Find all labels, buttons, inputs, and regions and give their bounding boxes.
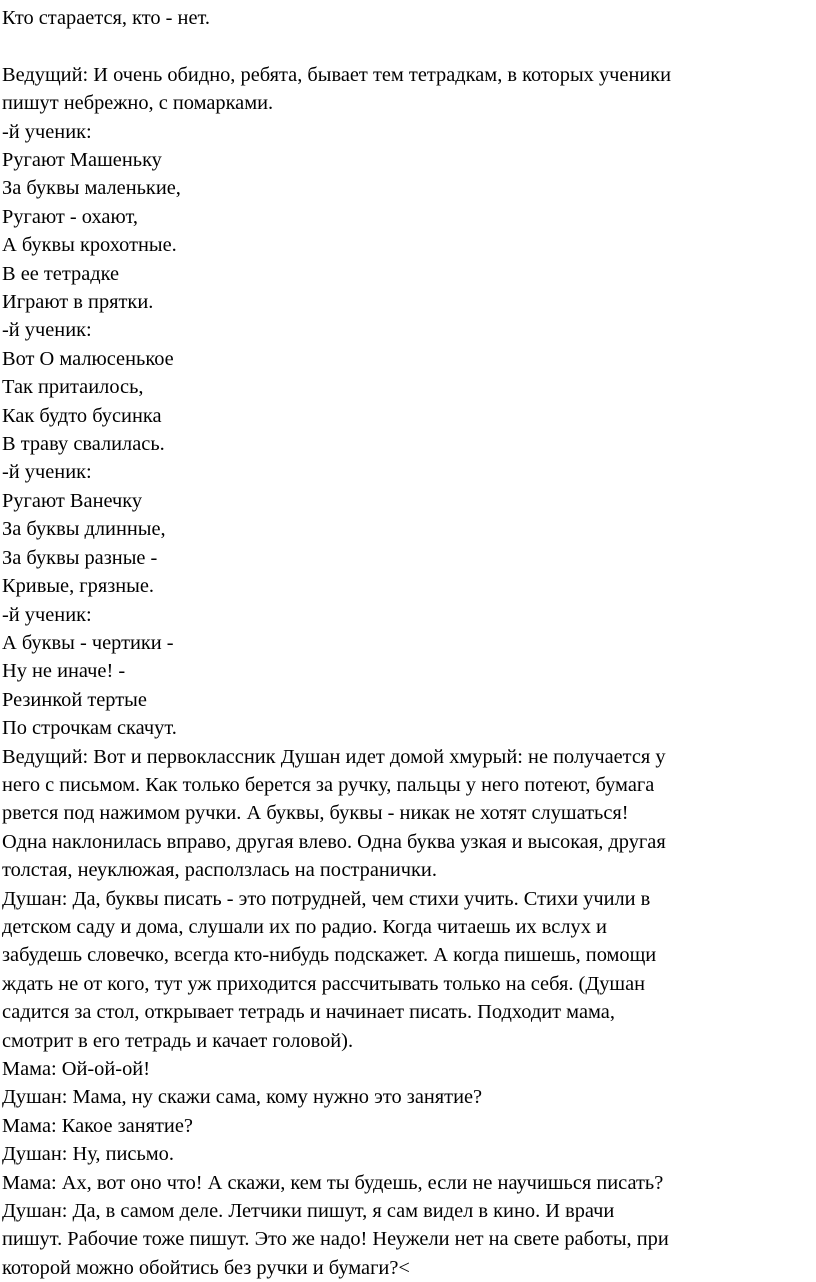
- text-line: Ну не иначе! -: [2, 660, 126, 683]
- text-line: За буквы маленькие,: [2, 177, 181, 200]
- text-line: Кто старается, кто - нет.: [2, 7, 210, 29]
- text-line: детском саду и дома, слушали их по радио. Когда читаешь их вслух и: [2, 915, 607, 938]
- text-line: пишут небрежно, с помарками.: [2, 92, 274, 115]
- text-line: Ругают Ванечку: [2, 489, 143, 512]
- text-line: -й ученик:: [2, 603, 92, 626]
- text-line: Душан: Да, в самом деле. Летчики пишут, я сам видел в кино. И врачи: [2, 1200, 615, 1223]
- blank-line: [2, 32, 812, 60]
- text-line: Одна наклонилась вправо, другая влево. Одна буква узкая и высокая, другая: [2, 830, 666, 853]
- text-line: которой можно обойтись без ручки и бумаги?<: [2, 1256, 410, 1279]
- text-line: -й ученик:: [2, 319, 92, 342]
- text-line: По строчкам скачут.: [2, 717, 177, 740]
- text-line: Вот О малюсенькое: [2, 347, 174, 370]
- text-line: забудешь словечко, всегда кто-нибудь подскажет. А когда пишешь, помощи: [2, 944, 657, 967]
- text-line: Играют в прятки.: [2, 291, 154, 314]
- text-line: Резинкой тертые: [2, 688, 147, 711]
- text-line: Кривые, грязные.: [2, 575, 155, 598]
- text-line: рвется под нажимом ручки. А буквы, буквы - никак не хотят слушаться!: [2, 802, 629, 825]
- text-line: -й ученик:: [2, 461, 92, 484]
- text-line: А буквы - чертики -: [2, 631, 174, 654]
- text-line: Душан: Мама, ну скажи сама, кому нужно это занятие?: [2, 1086, 483, 1109]
- text-line: ждать не от кого, тут уж приходится рассчитывать только на себя. (Душан: [2, 972, 646, 995]
- text-line: Душан: Да, буквы писать - это потрудней, чем стихи учить. Стихи учили в: [2, 887, 651, 910]
- text-line: А буквы крохотные.: [2, 234, 177, 257]
- text-line: За буквы разные -: [2, 546, 158, 569]
- text-line: В ее тетрадке: [2, 262, 120, 285]
- text-line: садится за стол, открывает тетрадь и начинает писать. Подходит мама,: [2, 1001, 615, 1024]
- text-line: смотрит в его тетрадь и качает головой).: [2, 1029, 354, 1052]
- text-line: В траву свалилась.: [2, 433, 165, 456]
- text-line: Душан: Ну, письмо.: [2, 1143, 174, 1166]
- text-line: Ведущий: И очень обидно, ребята, бывает тем тетрадкам, в которых ученики: [2, 63, 672, 86]
- text-line: Ругают Машеньку: [2, 149, 162, 172]
- text-line: -й ученик:: [2, 120, 92, 143]
- text-line: Ругают - охают,: [2, 205, 138, 228]
- text-line: Как будто бусинка: [2, 404, 162, 427]
- text-line: Так притаилось,: [2, 376, 144, 399]
- text-line: него с письмом. Как только берется за ручку, пальцы у него потеют, бумага: [2, 773, 655, 796]
- text-line: толстая, неуклюжая, расползлась на постранички.: [2, 859, 437, 882]
- text-line: Мама: Ой-ой-ой!: [2, 1058, 150, 1081]
- text-line: Ведущий: Вот и первоклассник Душан идет домой хмурый: не получается у: [2, 745, 666, 768]
- text-line: Мама: Какое занятие?: [2, 1114, 193, 1137]
- text-line: За буквы длинные,: [2, 518, 166, 541]
- text-line: пишут. Рабочие тоже пишут. Это же надо! Неужели нет на свете работы, при: [2, 1228, 669, 1251]
- text-line: Мама: Ах, вот оно что! А скажи, кем ты будешь, если не научишься писать?: [2, 1171, 664, 1194]
